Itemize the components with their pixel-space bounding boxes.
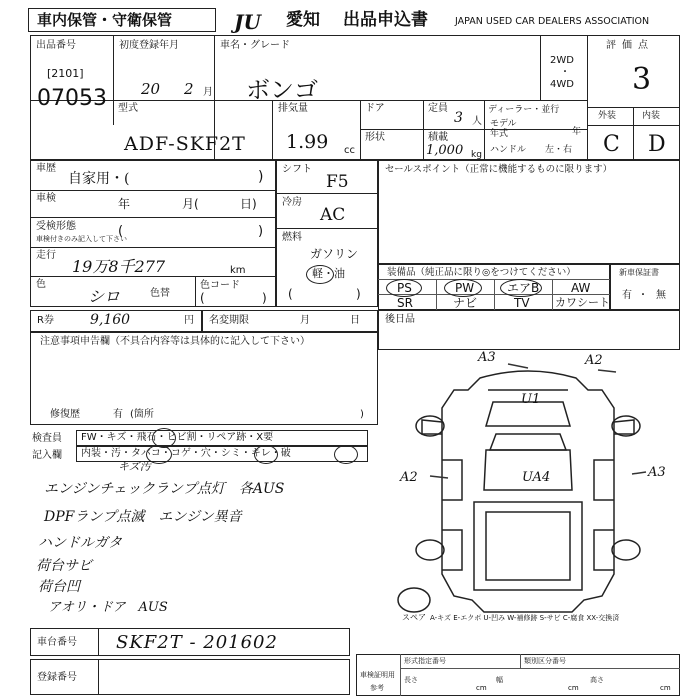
first-reg-label: 初度登録年月 (119, 40, 179, 51)
displacement-value: 1.99 (286, 131, 329, 153)
model-year-label: モデル (490, 119, 517, 129)
shape-label: 形状 (365, 132, 385, 143)
ref-label: 参考 (370, 684, 384, 692)
load-unit: kg (471, 150, 482, 160)
shaken-day: 日) (240, 197, 257, 211)
registration-box (30, 659, 350, 695)
note-line-5: 荷台凹 (38, 579, 80, 595)
mileage-value: 19万8千277 (72, 257, 166, 276)
width-unit: cm (568, 684, 579, 692)
int-label: 内装 (642, 111, 661, 121)
repair-value: 有 (113, 409, 123, 420)
history-label: 車歴 (36, 163, 56, 174)
width-label: 幅 (496, 676, 503, 684)
name-change-day: 日 (350, 315, 360, 326)
cert-label: 車検証明用 (360, 671, 395, 679)
inspector-row2-text: 内装・汚・タバコ・コゲ・穴・シミ・キレ・破 (81, 448, 291, 459)
ext-label: 外装 (598, 111, 617, 121)
height-label: 高さ (590, 676, 604, 684)
capacity-label: 定員 (428, 103, 448, 114)
damage-legend: A-キズ E-エクボ U-凹み W-補修跡 S-サビ C-腐食 XX-交換済 (430, 614, 620, 622)
color-label: 色 (36, 279, 46, 290)
fuel-close: ) (356, 287, 361, 301)
equip-pw: PW (455, 281, 475, 295)
door-label: ドア (365, 103, 385, 114)
warranty-label: 新車保証書 (619, 268, 659, 277)
equip-leather: カワシート (555, 296, 610, 309)
grade-value: 3 (632, 62, 652, 97)
chassis-value: SKF2T - 201602 (116, 632, 278, 653)
shaken-label: 車検 (36, 193, 56, 204)
lot-number: 07053 (37, 86, 107, 111)
note-line-6: アオリ・ドア AUS (48, 600, 168, 615)
color-code-close: ) (262, 291, 267, 305)
sales-point-box (378, 160, 680, 264)
int-grade: D (648, 132, 666, 157)
displacement-label: 排気量 (278, 103, 308, 114)
recycle-unit: 円 (184, 315, 194, 326)
first-reg-month-unit: 月 (203, 87, 213, 98)
cat-label: 類別区分番号 (524, 657, 566, 665)
inspector-row1-text: FW・キズ・飛石・ヒビ割・リペア跡・X要 (81, 432, 274, 443)
color-code-label: 色コード (200, 280, 240, 291)
note-line-4: 荷台サビ (36, 558, 92, 574)
ps-circle (386, 279, 422, 297)
load-label: 積載 (428, 132, 448, 143)
mark-ua4: UA4 (522, 470, 551, 485)
length-label: 長さ (404, 676, 418, 684)
mark-a3-top: A3 (478, 350, 496, 365)
shaken-month: 月( (182, 197, 199, 211)
ext-grade: C (603, 132, 620, 157)
handle-label: ハンドル (490, 145, 527, 155)
capacity-unit: 人 (472, 116, 482, 127)
color-change-label: 色替 (150, 288, 170, 299)
fuel-open: ( (288, 287, 293, 301)
name-change-label: 名変期限 (209, 315, 249, 326)
displacement-unit: cc (344, 145, 355, 156)
model-value: ボンゴ (246, 76, 318, 104)
after-reg-box (378, 310, 680, 350)
equip-navi: ナビ (453, 296, 478, 310)
fuel-value: ガソリン (310, 247, 359, 261)
mark-a2-top: A2 (585, 353, 603, 368)
load-value: 1,000 (426, 143, 464, 158)
equip-ps: PS (397, 281, 412, 295)
recycle-value: 9,160 (90, 312, 131, 328)
equip-tv: TV (514, 296, 530, 310)
mark-a2-left: A2 (400, 470, 418, 485)
drive-2wd: 2WD (550, 55, 574, 66)
aircon-label: 冷房 (282, 197, 302, 208)
inherit-note: 車検付きのみ記入して下さい (36, 235, 127, 243)
type-value: ADF-SKF2T (124, 133, 246, 155)
mark-u1: U1 (521, 392, 541, 407)
color-code-open: ( (200, 291, 205, 305)
note-line-1: エンジンチェックランプ点灯 各AUS (44, 481, 285, 497)
equip-aw: AW (571, 281, 591, 295)
tear-circle (334, 445, 358, 464)
repair-place: (箇所 (130, 409, 154, 420)
stain-circle (254, 445, 278, 464)
inherit-open: ( (118, 224, 124, 239)
after-reg-label: 後日品 (385, 314, 415, 325)
history-close: ) (258, 169, 264, 185)
chassis-label: 車台番号 (37, 637, 77, 648)
fuel-extra: 軽・油 (312, 267, 345, 280)
equip-airbag: エアB (507, 281, 540, 295)
year-label: 年式 (490, 129, 509, 139)
lot-prefix: [2101] (47, 67, 84, 80)
org-name: 愛知 (286, 10, 320, 30)
fuel-label: 燃料 (282, 232, 302, 243)
pw-circle (444, 279, 482, 297)
handle-value: 左・右 (545, 145, 573, 155)
capacity-value: 3 (454, 110, 463, 126)
registration-label: 登録番号 (37, 672, 77, 683)
height-unit: cm (660, 684, 671, 692)
lot-label: 出品番号 (36, 40, 76, 51)
shift-label: シフト (282, 164, 312, 175)
first-reg-year: 20 (141, 80, 161, 98)
equip-sr: SR (397, 296, 413, 310)
first-reg-month: 2 (184, 80, 194, 98)
mileage-unit: km (230, 265, 246, 276)
equipment-label: 装備品（純正品に限り◎をつけてください） (387, 267, 576, 278)
sales-point-label: セールスポイント（正常に機能するものに限ります） (385, 164, 613, 175)
note-line-2: DPFランプ点滅 エンジン異音 (44, 509, 242, 525)
dealer-label: ディーラー・並行 (488, 105, 560, 115)
drive-4wd: 4WD (550, 79, 574, 90)
entry-label: 記入欄 (32, 450, 62, 461)
color-value: シロ (88, 287, 121, 306)
ju-logo: JU (234, 10, 261, 34)
shaken-year: 年 (118, 197, 131, 211)
year-unit: 年 (572, 127, 582, 137)
inherit-close: ) (258, 224, 264, 239)
spare-label: スペア (402, 613, 426, 622)
recycle-label: R券 (37, 315, 54, 326)
warranty-dot: ・ (638, 290, 648, 301)
history-value: 自家用・( (68, 171, 130, 187)
note-line-3: ハンドルガタ (38, 535, 122, 551)
drive-dot: ・ (560, 67, 570, 78)
repair-close: ) (360, 409, 364, 420)
name-change-month: 月 (300, 315, 310, 326)
storage-title: 車内保管・守衛保管 (37, 11, 173, 29)
shift-value: F5 (326, 172, 349, 192)
inspector-label: 検査員 (32, 433, 62, 444)
aircon-value: AC (320, 205, 346, 225)
warranty-yes: 有 (622, 290, 632, 301)
inherit-label: 受検形態 (36, 221, 76, 232)
grade-label: 評価点 (606, 40, 654, 51)
warranty-no: 無 (656, 290, 666, 301)
repair-label: 修復歴 (50, 409, 80, 420)
spec-label: 形式指定番号 (404, 657, 446, 665)
form-title: 出品申込書 (343, 10, 428, 30)
length-unit: cm (476, 684, 487, 692)
note-top-scribble: キズ汚 (118, 460, 151, 473)
type-label: 型式 (118, 103, 138, 114)
mark-a3-right: A3 (648, 465, 666, 480)
fuel-circle (306, 265, 334, 284)
model-label: 車名・グレード (220, 40, 290, 51)
airbag-circle (500, 279, 542, 297)
mileage-label: 走行 (36, 250, 56, 261)
notes-label: 注意事項申告欄（不具合内容等は具体的に記入して下さい） (40, 336, 310, 347)
association-name: JAPAN USED CAR DEALERS ASSOCIATION (455, 16, 650, 27)
